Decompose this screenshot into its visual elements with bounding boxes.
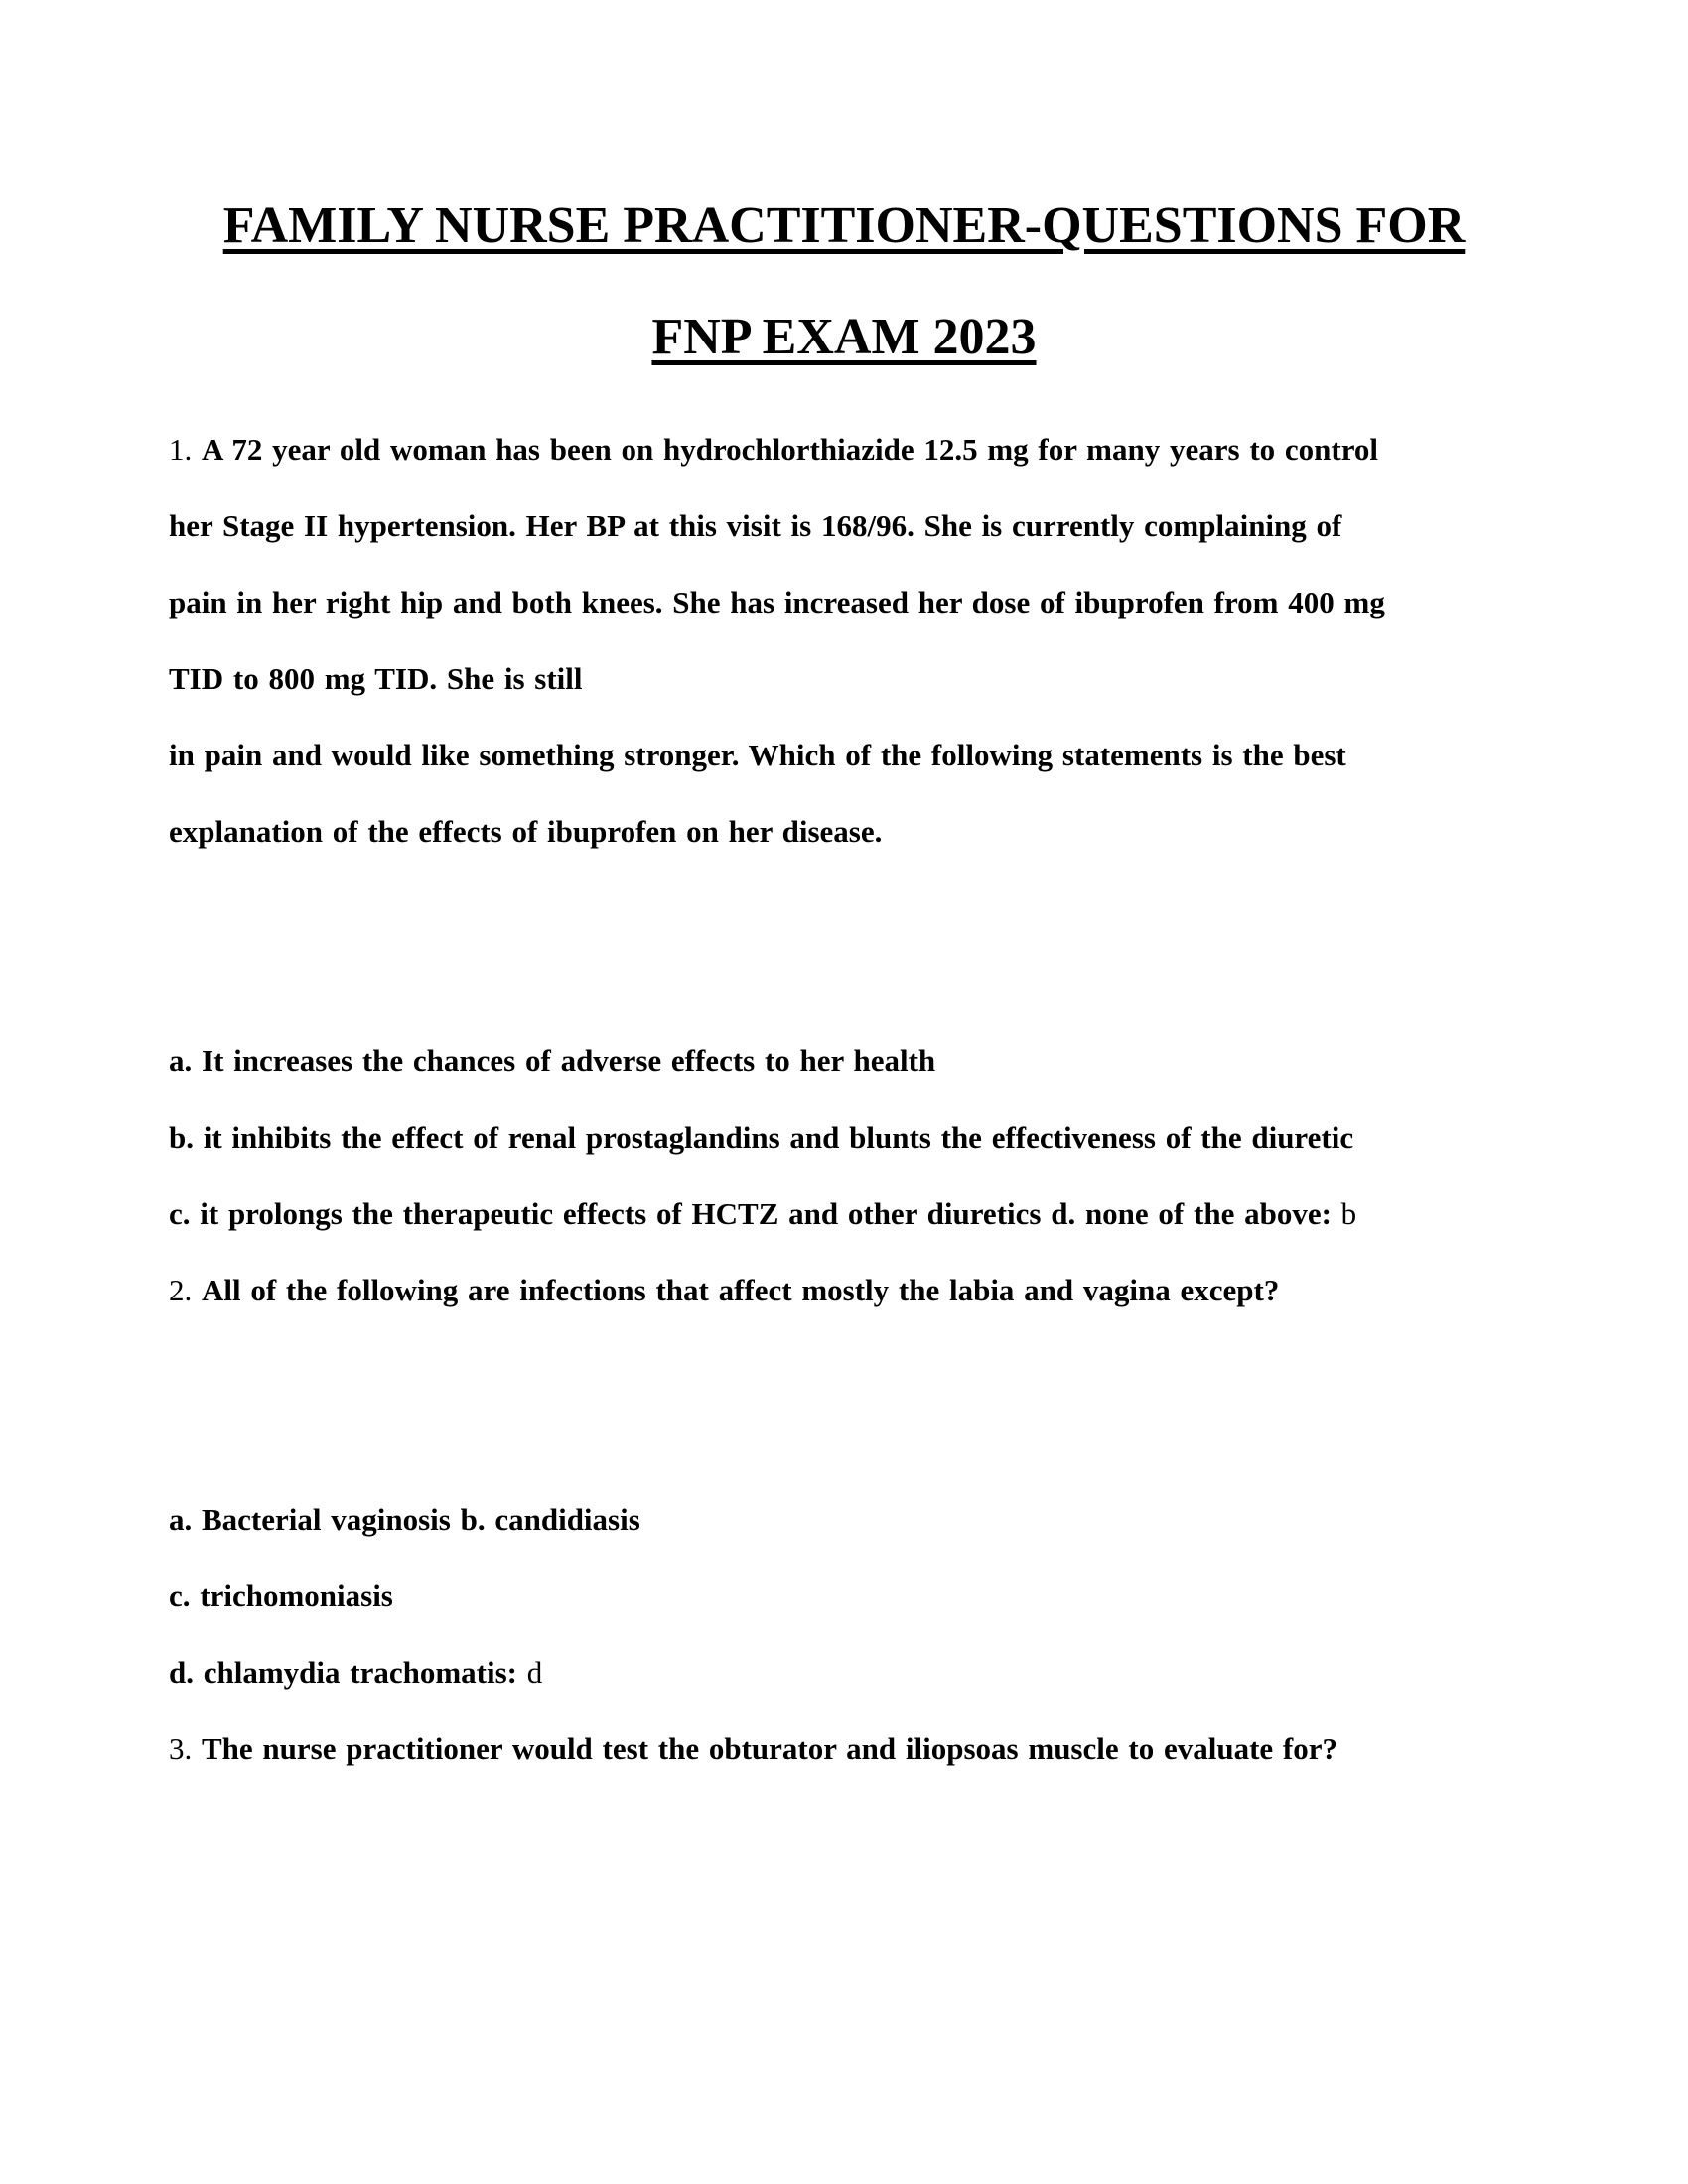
text-line <box>169 1175 1628 1252</box>
text-line <box>169 717 1628 793</box>
text-line <box>169 1099 1628 1175</box>
text-line <box>169 487 1628 564</box>
line-text: a. Bacterial vaginosis b. candidiasis <box>169 1501 640 1537</box>
line-text: in pain and would like something stronger. Which of the following statements is the best <box>169 737 1346 772</box>
question-number: 2. <box>169 1272 202 1307</box>
blank-line <box>169 870 1628 946</box>
text-line <box>169 1558 1628 1634</box>
text-line <box>169 640 1628 717</box>
line-text: TID to 800 mg TID. She is still <box>169 660 583 696</box>
line-text: c. trichomoniasis <box>169 1577 393 1613</box>
answer-letter: b <box>1340 1195 1357 1231</box>
line-text: explanation of the effects of ibuprofen on her disease. <box>169 813 883 849</box>
text-line <box>169 793 1628 870</box>
line-text: d. chlamydia trachomatis: <box>169 1654 527 1690</box>
text-line <box>169 1710 1628 1787</box>
document-title-line2: FNP EXAM 2023 <box>651 308 1037 365</box>
document-title-line1: FAMILY NURSE PRACTITIONER-QUESTIONS FOR <box>222 198 1466 254</box>
line-text: her Stage II hypertension. Her BP at this visit is 168/96. She is currently complaining of <box>169 507 1342 543</box>
blank-line <box>169 946 1628 1023</box>
line-text: All of the following are infections that affect mostly the labia and vagina except? <box>202 1272 1280 1307</box>
line-text: pain in her right hip and both knees. She has increased her dose of ibuprofen from 400 mg <box>169 584 1385 619</box>
line-text: b. it inhibits the effect of renal prostaglandins and blunts the effectiveness of the diuretic <box>169 1119 1354 1155</box>
line-text: The nurse practitioner would test the obturator and iliopsoas muscle to evaluate for? <box>202 1730 1337 1766</box>
line-text: a. It increases the chances of adverse effects to her health <box>169 1042 936 1078</box>
answer-letter: d <box>526 1654 543 1690</box>
line-text: c. it prolongs the therapeutic effects of HCTZ and other diuretics d. none of the above: <box>169 1195 1341 1231</box>
document-body <box>0 411 1688 1787</box>
question-number: 3. <box>169 1730 202 1766</box>
text-line <box>169 1252 1628 1328</box>
text-line <box>169 564 1628 640</box>
question-number: 1. <box>169 431 202 467</box>
line-text: A 72 year old woman has been on hydrochlorthiazide 12.5 mg for many years to control <box>202 431 1379 467</box>
text-line <box>169 1023 1628 1099</box>
text-line <box>169 411 1628 487</box>
blank-line <box>169 1328 1628 1405</box>
blank-line <box>169 1405 1628 1481</box>
text-line <box>169 1481 1628 1558</box>
text-line <box>169 1634 1628 1710</box>
